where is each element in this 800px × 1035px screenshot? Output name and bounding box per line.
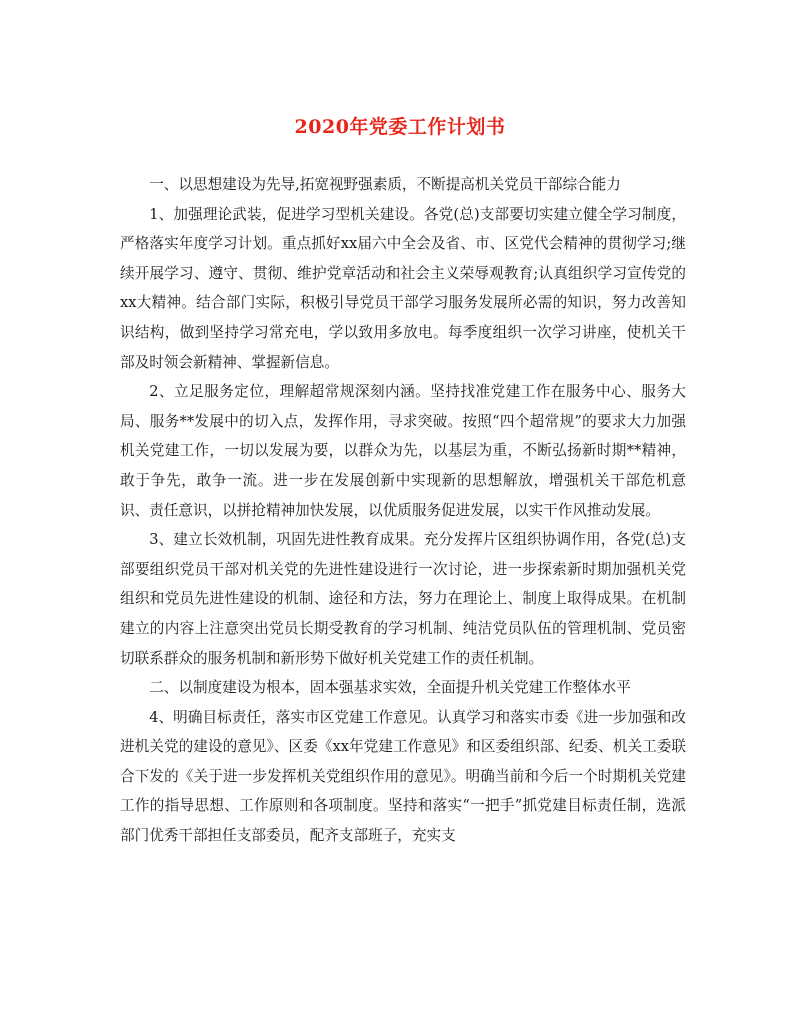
section-heading-1: 一、以思想建设为先导,拓宽视野强素质，不断提高机关党员干部综合能力 (149, 176, 621, 193)
document-title: 2020年党委工作计划书 (294, 116, 506, 138)
section-heading-2: 二、以制度建设为根本，固本强基求实效，全面提升机关党建工作整体水平 (149, 679, 631, 697)
paragraph-item-2: 2、立足服务定位，理解超常规深刻内涵。坚持找准党建工作在服务中心、服务大局、服务**发展中的切入点，发挥作用，寻求突破。按照“四个超常规”的要求大力加强机关党建工作，一切以发展为要，以群众为先，以基层为重，不断弘扬新时期**精神，敢于争先，敢争一流。进一步在发展创新中实现新的思想解放，增强机关干部危机意识、责任意识，以拼抢精神加快发展，以优质服务促进发展，以实干作风推动发展。 (120, 383, 686, 519)
paragraph-item-4: 4、明确目标责任，落实市区党建工作意见。认真学习和落实市委《进一步加强和改进机关党的建设的意见》、区委《xx年党建工作意见》和区委组织部、纪委、机关工委联合下发的《关于进一步发挥机关党组织作用的意见》。明确当前和今后一个时期机关党建工作的指导思想、工作原则和各项制度。坚持和落实“一把手”抓党建目标责任制，选派部门优秀干部担任支部委员，配齐支部班子，充实支 (120, 708, 686, 845)
paragraph-item-3: 3、建立长效机制，巩固先进性教育成果。充分发挥片区组织协调作用，各党(总)支部要组织党员干部对机关党的先进性建设进行一次讨论，进一步探索新时期加强机关党组织和党员先进性建设的机制、途径和方法，努力在理论上、制度上取得成果。在机制建立的内容上注意突出党员长期受教育的学习机制、纯洁党员队伍的管理机制、党员密切联系群众的服务机制和新形势下做好机关党建工作的责任机制。 (120, 531, 686, 667)
paragraph-item-1: 1、加强理论武装，促进学习型机关建设。各党(总)支部要切实建立健全学习制度，严格落实年度学习计划。重点抓好xx届六中全会及省、市、区党代会精神的贯彻学习;继续开展学习、遵守、贯彻、维护党章活动和社会主义荣辱观教育;认真组织学习宣传党的xx大精神。结合部门实际，积极引导党员干部学习服务发展所必需的知识，努力改善知识结构，做到坚持学习常充电，学以致用多放电。每季度组织一次学习讲座，使机关干部及时领会新精神、掌握新信息。 (120, 205, 686, 371)
document-body (120, 170, 686, 851)
